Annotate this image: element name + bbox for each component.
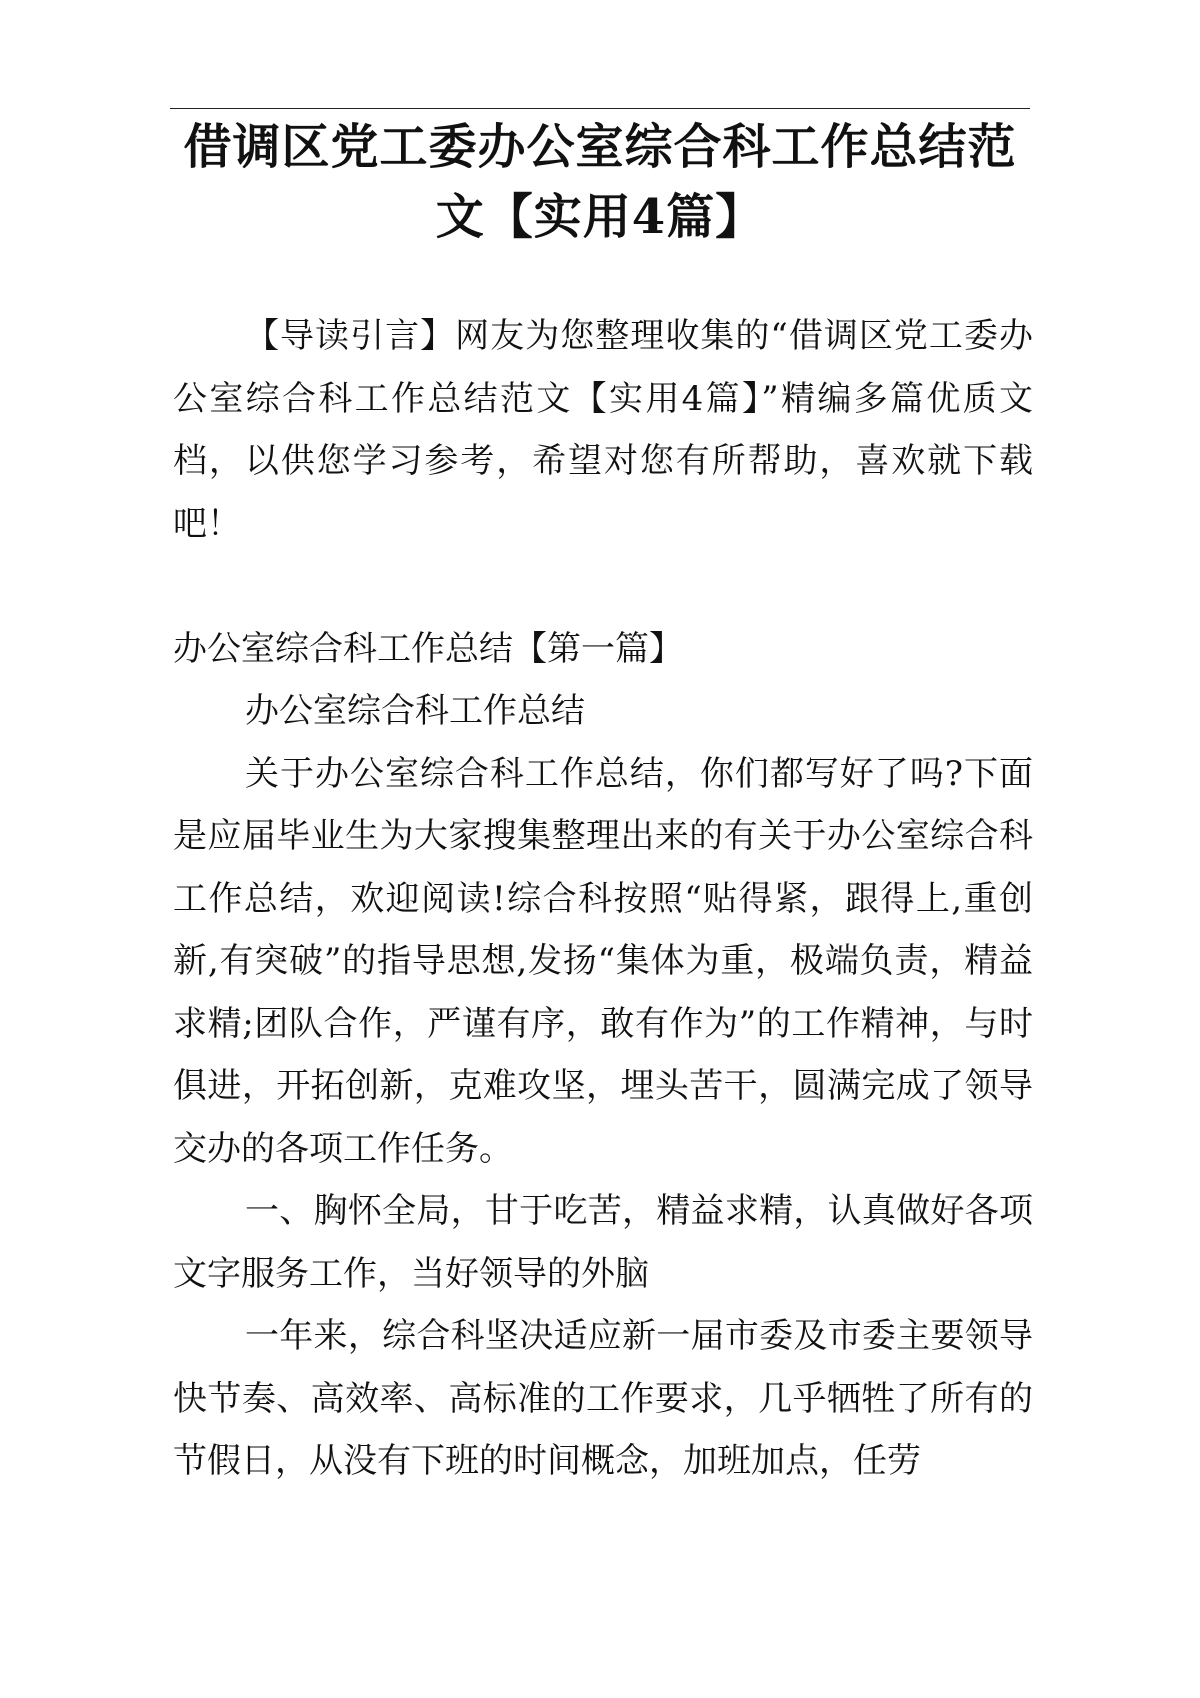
subheading: 办公室综合科工作总结 <box>245 691 585 731</box>
spacer <box>173 555 1033 618</box>
document-title: 借调区党工委办公室综合科工作总结范文【实用4篇】 <box>183 119 1017 245</box>
body-paragraph: 关于办公室综合科工作总结，你们都写好了吗?下面是应届毕业生为大家搜集整理出来的有关于办公室综合科工作总结，欢迎阅读!综合科按照“贴得紧，跟得上,重创新,有突破”的指导思想,发扬“集体为重，极端负责，精益求精;团队合作，严谨有序，敢有作为”的工作精神，与时俱进，开拓创新，克难攻坚，埋头苦干，圆满完成了领导交办的各项工作任务。 <box>173 753 1033 1169</box>
header-rule <box>170 108 1030 109</box>
intro-paragraph: 【导读引言】网友为您整理收集的“借调区党工委办公室综合科工作总结范文【实用4篇】”精编多篇优质文档，以供您学习参考，希望对您有所帮助，喜欢就下载吧！ <box>173 316 1033 544</box>
section-heading: 办公室综合科工作总结【第一篇】 <box>173 628 683 669</box>
body-paragraph: 一、胸怀全局，甘于吃苦，精益求精，认真做好各项文字服务工作，当好领导的外脑 <box>173 1191 1033 1294</box>
body-paragraph: 一年来，综合科坚决适应新一届市委及市委主要领导快节奏、高效率、高标准的工作要求，几乎牺牲了所有的节假日，从没有下班的时间概念，加班加点，任劳 <box>173 1316 1033 1481</box>
document-body <box>173 305 1033 1493</box>
